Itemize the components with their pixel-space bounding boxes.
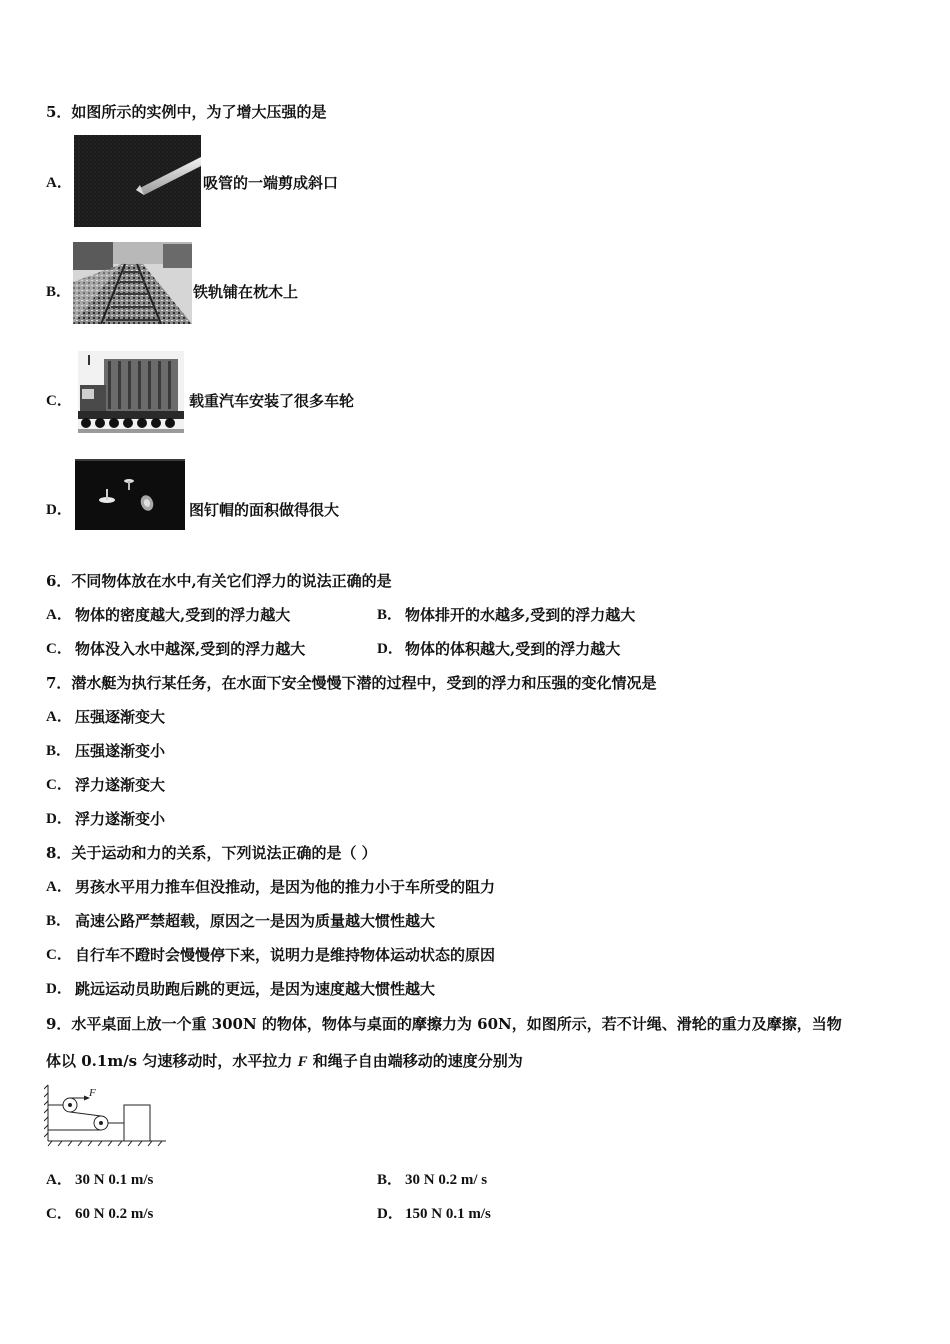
q9-stem-line2-a: 体以 0.1m/s 匀速移动时，水平拉力 [46, 1052, 298, 1070]
railway-photo [73, 242, 192, 324]
q5-option-a-text: 吸管的一端剪成斜口 [203, 174, 339, 192]
q5-option-c-text: 载重汽车安装了很多车轮 [189, 392, 355, 410]
q8-option-b-text: 高速公路严禁超载，原因之一是因为质量越大惯性越大 [75, 912, 436, 930]
q7-option-a-label: A． [46, 709, 72, 725]
q9-stem-line2-b: 和绳子自由端移动的速度分别为 [307, 1052, 523, 1070]
q5-option-c-label: C． [46, 393, 72, 409]
pulley-force-label: F [89, 1087, 96, 1099]
q9-option-c-text: 60 N 0.2 m/s [75, 1206, 154, 1222]
truck-photo [78, 351, 184, 433]
q6-option-c-text: 物体没入水中越深,受到的浮力越大 [75, 640, 306, 658]
q6-option-a-text: 物体的密度越大,受到的浮力越大 [75, 606, 291, 624]
force-symbol: F [297, 1054, 308, 1070]
q5-option-b-text: 铁轨铺在枕木上 [193, 283, 299, 301]
q7-option-c-label: C． [46, 777, 72, 793]
q5-option-a-label: A． [46, 175, 72, 191]
q7-option-b-label: B． [46, 743, 72, 759]
q7-stem: 7．潜水艇为执行某任务，在水面下安全慢慢下潜的过程中，受到的浮力和压强的变化情况是 [46, 674, 657, 692]
q9-stem-line2 [46, 1051, 523, 1072]
q7-option-d-label: D． [46, 811, 72, 827]
q7-option-c-text: 浮力遂渐变大 [75, 776, 166, 794]
q8-option-c-text: 自行车不蹬时会慢慢停下来，说明力是维持物体运动状态的原因 [75, 946, 496, 964]
q8-option-b-label: B． [46, 913, 72, 929]
q8-option-c-label: C． [46, 947, 72, 963]
q9-stem-line1: 9．水平桌面上放一个重 300N 的物体，物体与桌面的摩擦力为 60N，如图所示，若不计绳、滑轮的重力及摩擦，当物 [46, 1015, 842, 1033]
q6-option-c-label: C． [46, 641, 72, 657]
q6-option-b-text: 物体排开的水越多,受到的浮力越大 [405, 606, 636, 624]
q5-option-b-label: B． [46, 284, 72, 300]
q5-stem: 5．如图所示的实例中，为了增大压强的是 [46, 103, 327, 121]
q8-option-d-label: D． [46, 981, 72, 997]
q8-option-d-text: 跳远运动员助跑后跳的更远，是因为速度越大惯性越大 [75, 980, 436, 998]
pulley-diagram [44, 1083, 168, 1147]
straw-photo [74, 135, 201, 227]
q9-option-c-label: C． [46, 1206, 72, 1222]
q6-option-a-label: A． [46, 607, 72, 623]
q6-option-b-label: B． [377, 607, 403, 623]
q7-option-d-text: 浮力遂渐变小 [75, 810, 166, 828]
thumbtack-photo [75, 459, 185, 530]
q8-stem: 8．关于运动和力的关系，下列说法正确的是（ ） [46, 844, 377, 862]
q9-option-b-label: B． [377, 1172, 403, 1188]
q6-option-d-label: D． [377, 641, 403, 657]
q7-option-a-text: 压强逐渐变大 [75, 708, 166, 726]
q5-option-d-label: D． [46, 502, 72, 518]
q8-option-a-text: 男孩水平用力推车但没推动，是因为他的推力小于车所受的阻力 [75, 878, 496, 896]
q9-option-b-text: 30 N 0.2 m/ s [405, 1172, 488, 1188]
q9-option-a-text: 30 N 0.1 m/s [75, 1172, 154, 1188]
q5-option-d-text: 图钉帽的面积做得很大 [189, 501, 340, 519]
q6-stem: 6．不同物体放在水中,有关它们浮力的说法正确的是 [46, 572, 392, 590]
q9-option-a-label: A． [46, 1172, 72, 1188]
q9-option-d-text: 150 N 0.1 m/s [405, 1206, 491, 1222]
q9-option-d-label: D． [377, 1206, 403, 1222]
q8-option-a-label: A． [46, 879, 72, 895]
q6-option-d-text: 物体的体积越大,受到的浮力越大 [405, 640, 621, 658]
q7-option-b-text: 压强遂渐变小 [75, 742, 166, 760]
